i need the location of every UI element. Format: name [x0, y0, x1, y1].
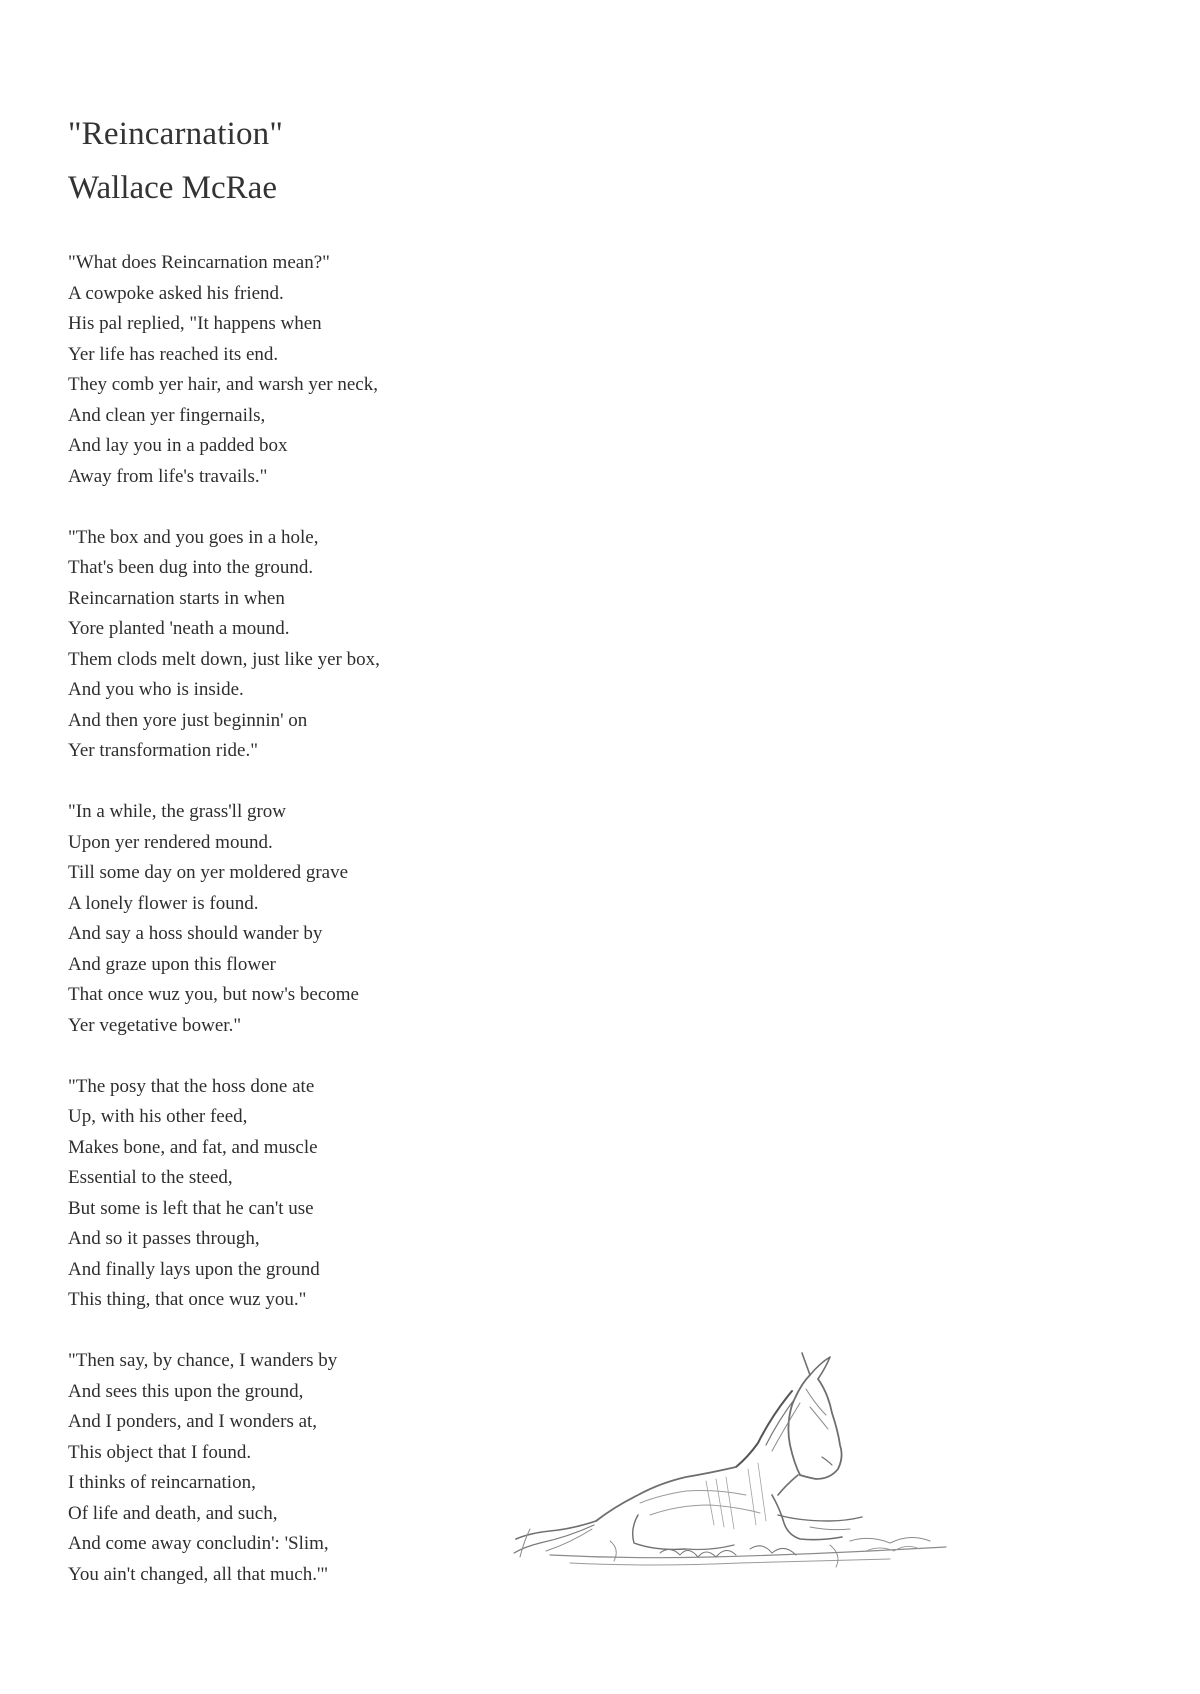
poem-line: "The box and you goes in a hole, — [68, 526, 319, 548]
stanza-2 — [68, 523, 588, 767]
poem-line: That once wuz you, but now's become — [68, 984, 359, 1005]
poem-line: "In a while, the grass'll grow — [68, 801, 287, 822]
poem-line: And graze upon this flower — [68, 953, 276, 975]
poem-line: Them clods melt down, just like yer box, — [68, 648, 380, 670]
stanza-4 — [68, 1072, 588, 1316]
poem-line: A cowpoke asked his friend. — [68, 282, 284, 304]
poem-line: And say a hoss should wander by — [68, 923, 323, 944]
poem-line: Reincarnation starts in when — [68, 587, 285, 609]
poem-line: Yer transformation ride." — [68, 740, 258, 761]
poem-line: And sees this upon the ground, — [68, 1380, 304, 1402]
poem-line: Away from life's travails." — [68, 465, 268, 487]
poem-line: Of life and death, and such, — [68, 1502, 278, 1524]
poem-line: Yer vegetative bower." — [68, 1014, 242, 1036]
poem-line: "What does Reincarnation mean?" — [68, 252, 330, 273]
poem-author: Wallace McRae — [68, 170, 277, 206]
stanza-1 — [68, 248, 588, 492]
poem-line: A lonely flower is found. — [68, 892, 259, 914]
poem-line: "The posy that the hoss done ate — [68, 1075, 315, 1097]
poem-line: His pal replied, "It happens when — [68, 313, 322, 334]
poem-line: And so it passes through, — [68, 1228, 260, 1249]
poem-line: I thinks of reincarnation, — [68, 1472, 256, 1493]
poem-line: And you who is inside. — [68, 679, 244, 700]
poem-line: Yore planted 'neath a mound. — [68, 618, 290, 639]
poem-line: You ain't changed, all that much.'" — [68, 1563, 329, 1585]
horse-sketch-svg — [510, 1345, 950, 1575]
poem-line: "Then say, by chance, I wanders by — [68, 1350, 338, 1371]
poem-line: And then yore just beginnin' on — [68, 709, 308, 731]
poem-line: That's been dug into the ground. — [68, 557, 314, 578]
poem-line: And come away concludin': 'Slim, — [68, 1533, 329, 1554]
poem-line: Up, with his other feed, — [68, 1106, 248, 1127]
poem-line: This object that I found. — [68, 1441, 252, 1463]
poem-line: Essential to the steed, — [68, 1167, 233, 1188]
poem-line: Makes bone, and fat, and muscle — [68, 1136, 318, 1158]
poem-line: But some is left that he can't use — [68, 1197, 314, 1219]
poem-title: "Reincarnation" — [68, 116, 284, 152]
poem-line: They comb yer hair, and warsh yer neck, — [68, 374, 378, 395]
poem-line: And lay you in a padded box — [68, 435, 288, 456]
poem-line: This thing, that once wuz you." — [68, 1289, 307, 1310]
poem-line: Till some day on yer moldered grave — [68, 862, 349, 883]
stanza-3 — [68, 797, 588, 1041]
poem-line: Yer life has reached its end. — [68, 343, 279, 365]
poem-line: And clean yer fingernails, — [68, 404, 266, 426]
poem-line: And I ponders, and I wonders at, — [68, 1411, 318, 1432]
poem-line: And finally lays upon the ground — [68, 1258, 320, 1280]
poem-line: Upon yer rendered mound. — [68, 831, 273, 853]
resting-horse-sketch-icon — [510, 1345, 950, 1575]
